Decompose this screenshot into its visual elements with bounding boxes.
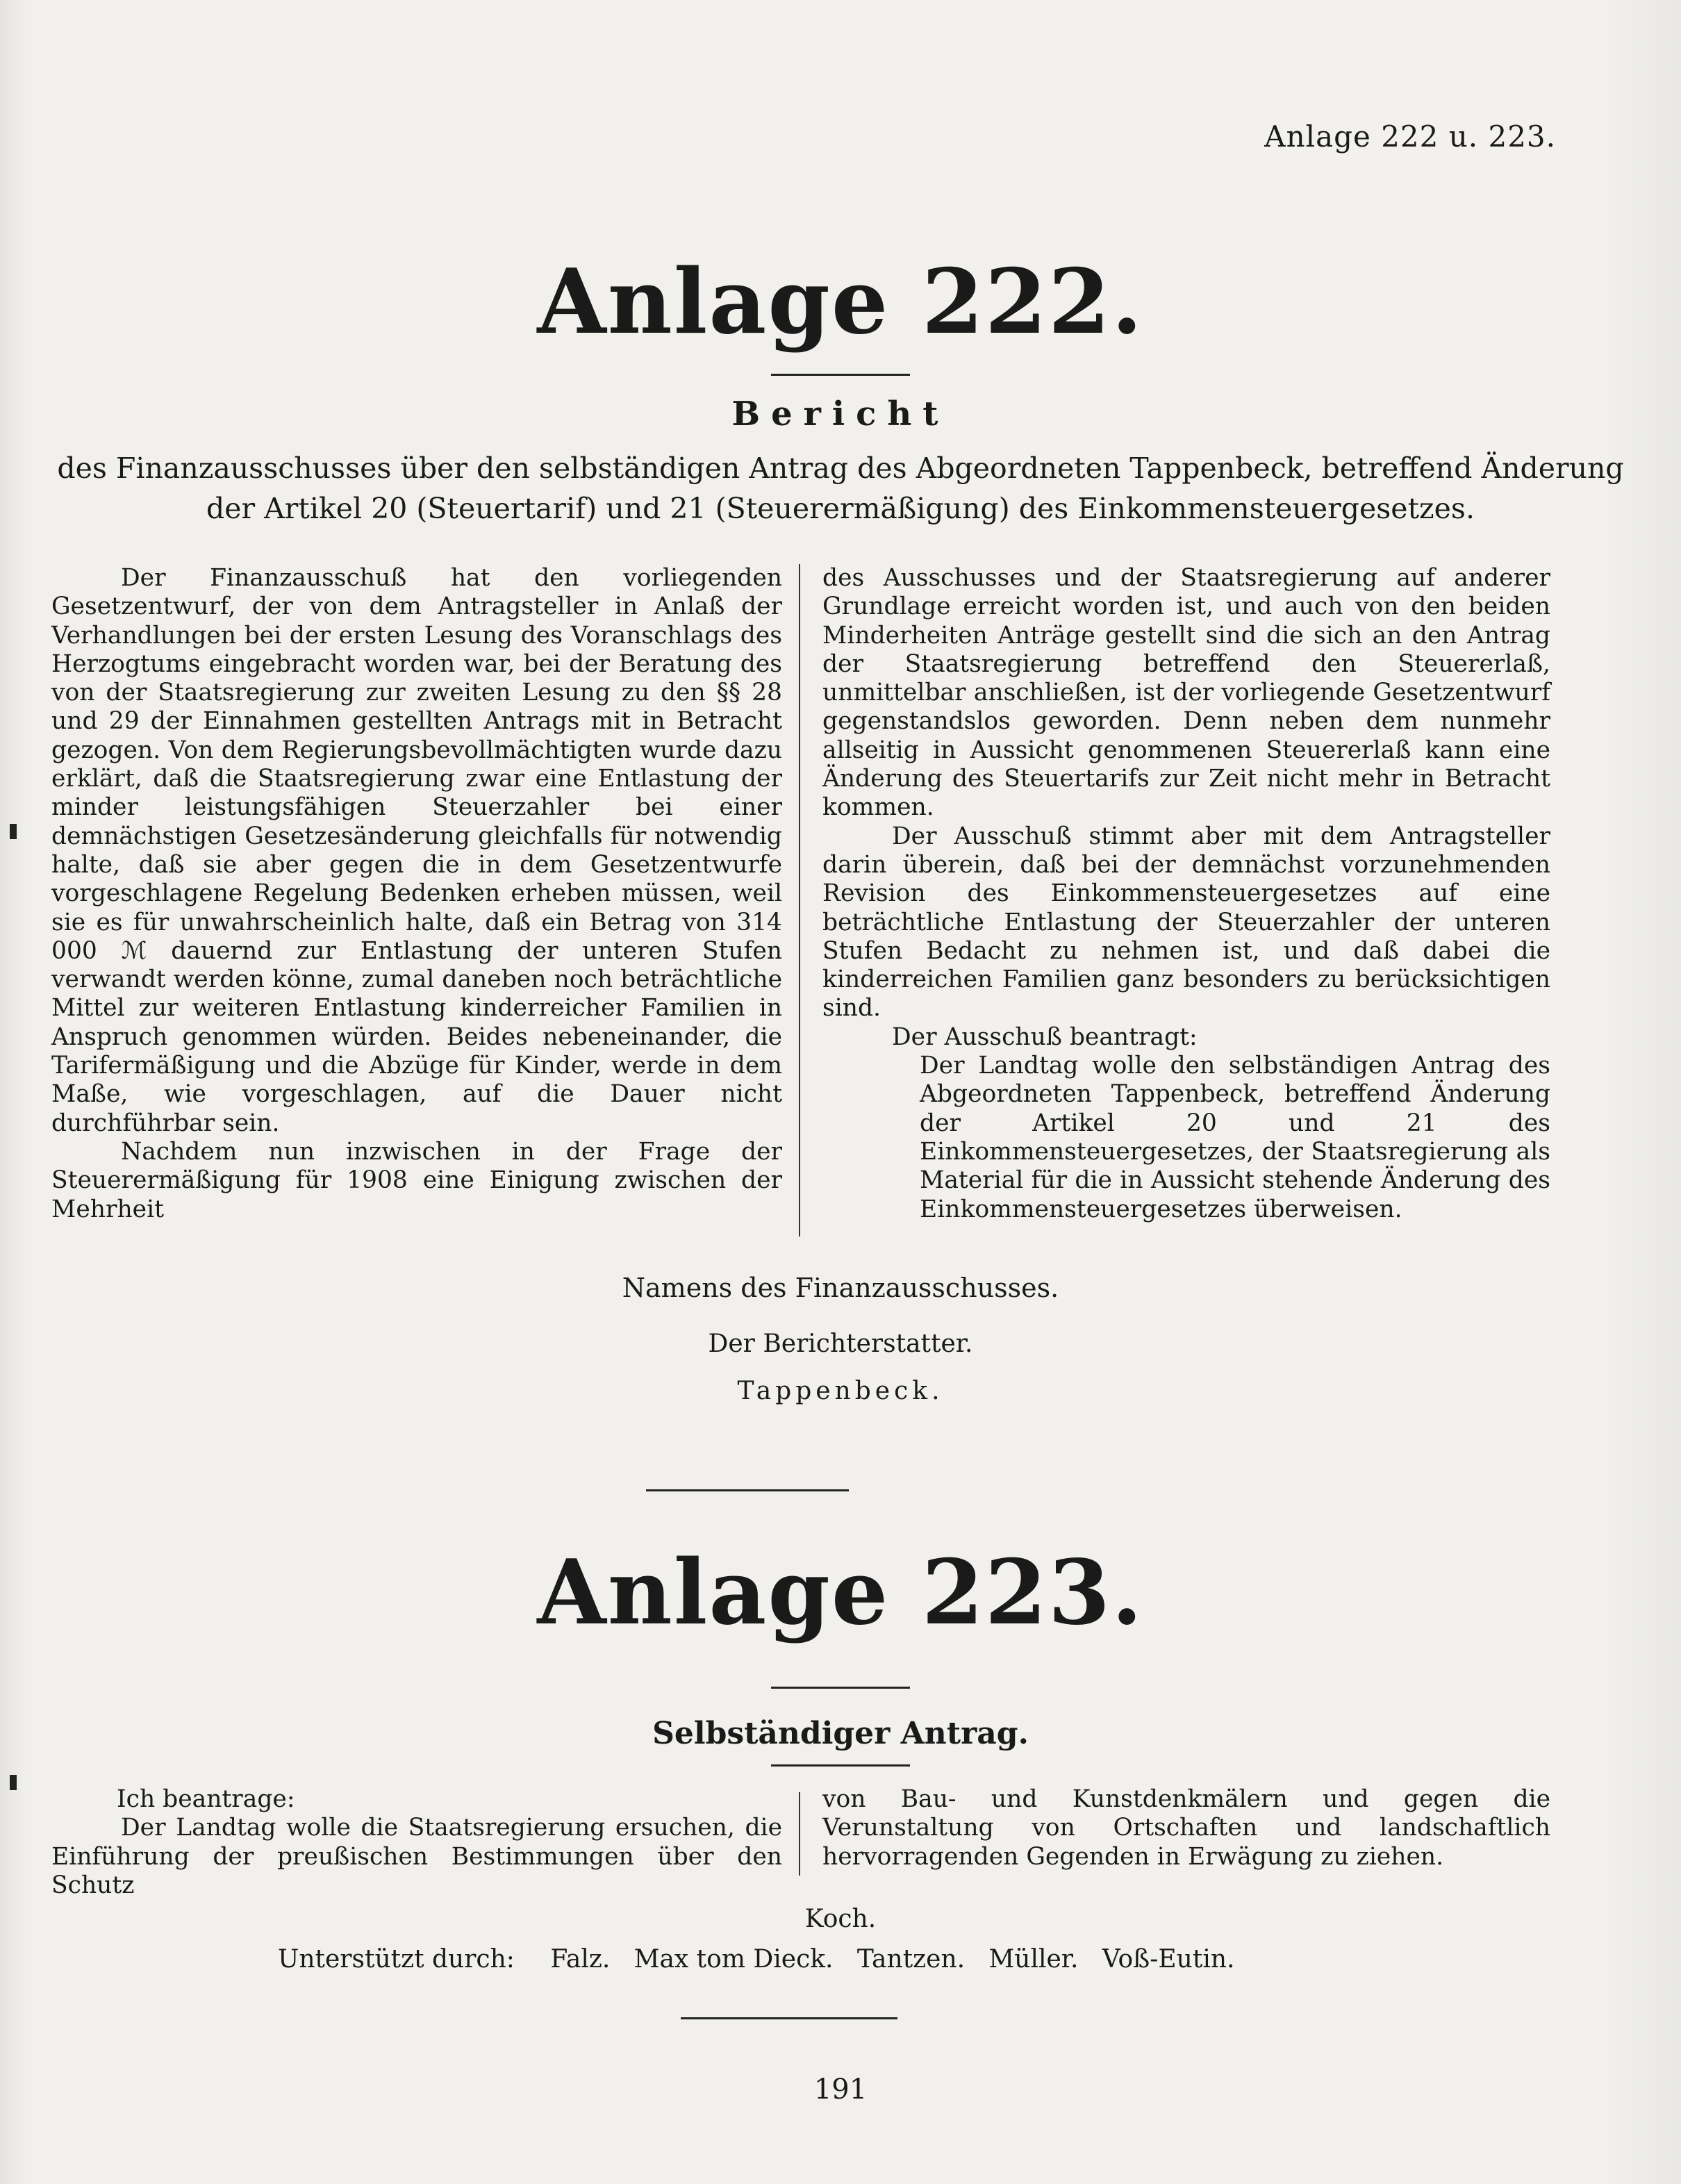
anlage-223-title: Anlage 223. [537,1541,1144,1645]
report-right-column [822,564,1550,1224]
column-divider [799,564,800,1236]
motion-signer: Koch. [804,1905,877,1933]
paragraph: Der Ausschuß beantragt: [892,1023,1198,1051]
rapporteur-name: Tappenbeck. [737,1377,944,1405]
report-left-column [51,564,782,1224]
paragraph: von Bau- und Kunstdenkmälern und gegen die Verunstaltung von Ortschaften und landschaftlich hervorragenden Gegenden in Erwägung zu ziehen. [822,1785,1550,1871]
bericht-heading: Bericht [731,395,950,433]
paragraph: Ich beantrage: [117,1785,295,1813]
committee-signature: Namens des Finanzausschusses. [622,1273,1059,1303]
page-number: 191 [813,2074,868,2106]
paragraph: Der Landtag wolle die Staatsregierung ersuchen, die Einführung der preußischen Bestimmungen über den Schutz [51,1814,782,1899]
paragraph: Der Finanzausschuß hat den vorliegenden Gesetzentwurf, der von dem Antragsteller in Anlaß der Verhandlungen bei der ersten Lesung des Voranschlags des Herzogtums eingebracht worden war, bei der Beratung des von der Staatsregierung zur zweiten Lesung zu den §§ 28 und 29 der Einnahmen gestellten Antrags mit in Betracht gezogen. Von dem Regierungsbevollmächtigten wurde dazu erklärt, daß die Staatsregierung zwar eine Entlastung der minder leistungsfähigen Steuerzahler bei einer demnächstigen Gesetzesänderung gleichfalls für notwendig halte, daß sie aber gegen die in dem Gesetzentwurfe vorgeschlagene Regelung Bedenken erheben müssen, weil sie es für unwahrscheinlich halte, daß ein Betrag von 314 000 ℳ dauernd zur Entlastung der unteren Stufen verwandt werden könne, zumal daneben noch beträchtliche Mittel zur weiteren Entlastung kinderreicher Familien in Anspruch genommen würden. Beides nebeneinander, die Tarifermäßigung und die Abzüge für Kinder, werde in dem Maße, wie vorgeschlagen, auf die Dauer nicht durchführbar sein. [51,564,782,1137]
divider [771,1687,910,1689]
report-subtitle-line-2: der Artikel 20 (Steuertarif) und 21 (Steuerermäßigung) des Einkommensteuergesetzes. [206,492,1475,525]
divider [771,374,910,376]
divider [646,1489,849,1491]
supporters-names: Falz. Max tom Dieck. Tantzen. Müller. Voß-Eutin. [550,1945,1235,1974]
anlage-222-title: Anlage 222. [537,250,1144,354]
motion-left-column [51,1785,782,1900]
motion-heading: Selbständiger Antrag. [652,1716,1029,1751]
margin-mark [10,824,17,839]
rapporteur-label: Der Berichterstatter. [708,1330,973,1358]
supporters-line [278,1945,1234,1974]
divider [681,2017,897,2019]
paragraph: Nachdem nun inzwischen in der Frage der Steuerermäßigung für 1908 eine Einigung zwischen der Mehrheit [51,1137,782,1223]
motion-right-column [822,1785,1550,1871]
margin-mark [10,1775,17,1790]
report-subtitle-line-1: des Finanzausschusses über den selbständigen Antrag des Abgeordneten Tappenbeck, betreffend Änderung [57,452,1624,485]
paragraph: Der Landtag wolle den selbständigen Antrag des Abgeordneten Tappenbeck, betreffend Änderung der Artikel 20 und 21 des Einkommensteuergesetzes, der Staatsregierung als Material für die in Aussicht stehende Änderung des Einkommensteuergesetzes überweisen. [920,1052,1550,1223]
divider [771,1764,910,1767]
paragraph: Der Ausschuß stimmt aber mit dem Antragsteller darin überein, daß bei der demnächst vorzunehmenden Revision des Einkommensteuergesetzes auf eine beträchtliche Entlastung der Steuerzahler der unteren Stufen Bedacht zu nehmen ist, und daß dabei die kinderreichen Familien ganz besonders zu berücksichtigen sind. [822,822,1550,1023]
paragraph: des Ausschusses und der Staatsregierung auf anderer Grundlage erreicht worden ist, und auch von den beiden Minderheiten Anträge gestellt sind die sich an den Antrag der Staatsregierung betreffend den Steuererlaß, unmittelbar anschließen, ist der vorliegende Gesetzentwurf gegenstandslos geworden. Denn neben dem nunmehr allseitig in Aussicht genommenen Steuererlaß kann eine Änderung des Steuertarifs zur Zeit nicht mehr in Betracht kommen. [822,564,1550,822]
supporters-label: Unterstützt durch: [278,1945,515,1974]
column-divider [799,1792,800,1876]
running-head: Anlage 222 u. 223. [1264,119,1556,154]
